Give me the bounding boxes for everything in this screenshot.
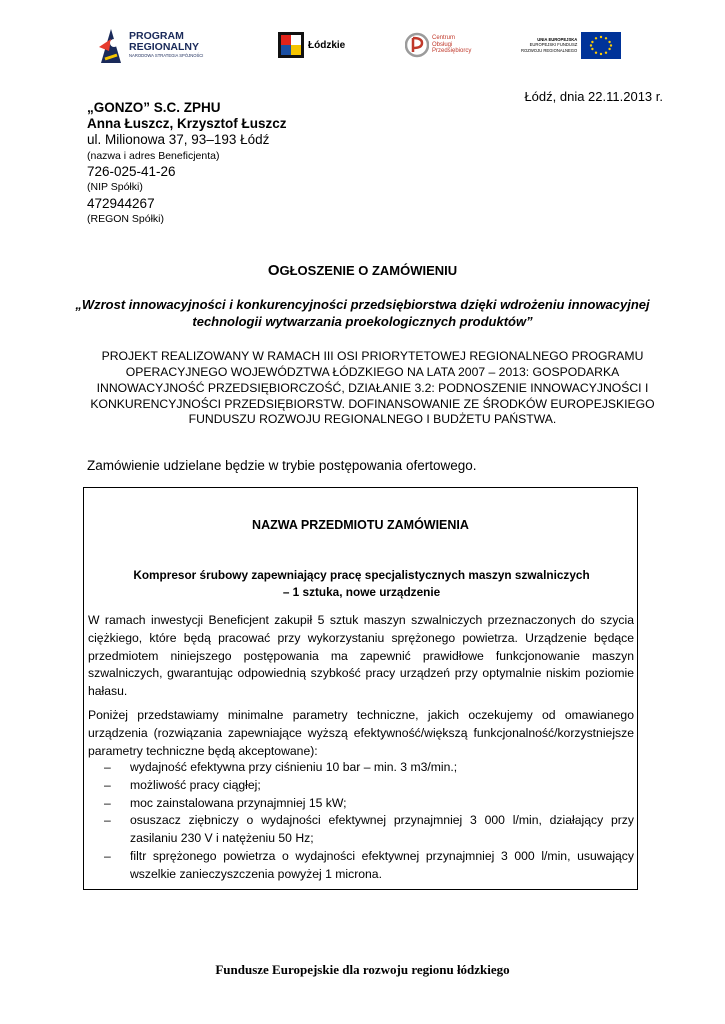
bullet-dash: – bbox=[104, 795, 111, 810]
list-item bbox=[88, 795, 634, 813]
centrum-emblem-icon bbox=[405, 30, 429, 60]
heading-first-letter: O bbox=[267, 262, 280, 279]
bullet-dash: – bbox=[104, 777, 111, 792]
list-item bbox=[88, 848, 634, 884]
bullet-dash: – bbox=[104, 849, 111, 864]
centrum-line2: Obsługi bbox=[432, 41, 453, 48]
project-info: PROJEKT REALIZOWANY W RAMACH III OSI PRIORYTETOWEJ REGIONALNEGO PROGRAMU OPERACYJNEGO WOJEWÓDZTWA ŁÓDZKIEGO NA LATA 2007 – 2013: GOSPODARKA INNOWACYJNOŚĆ PRZEDSIĘBIORCZOŚĆ, DZIAŁANIE 3.2: PODNOSZENIE INNOWACYJNOŚCI I KONKURENCYJNOŚCI PRZEDSIĘBIORSTW. DOFINANSOWANIE ZE ŚRODKÓW EUROPEJSKIEGO FUNDUSZU ROZWOJU REGIONALNEGO I BUDŻETU PAŃSTWA. bbox=[90, 349, 655, 427]
eu-logo bbox=[521, 20, 621, 70]
program-tagline: NARODOWA STRATEGIA SPÓJNOŚCI bbox=[129, 53, 204, 59]
ue-line1: UNIA EUROPEJSKA bbox=[537, 37, 578, 43]
list-item-text: wydajność efektywna przy ciśnieniu 10 bar – min. 3 m3/min.; bbox=[130, 760, 458, 774]
project-title: „Wzrost innowacyjności i konkurencyjności przedsiębiorstwa dzięki wdrożeniu innowacyjnej technologii wytwarzania proekologicznych produktów” bbox=[75, 297, 650, 329]
program-regionalny-logo bbox=[97, 20, 203, 70]
bullet-dash: – bbox=[104, 760, 111, 774]
beneficiary-regon-note: (REGON Spółki) bbox=[87, 213, 165, 226]
beneficiary-address-note: (nazwa i adres Beneficjenta) bbox=[87, 149, 220, 162]
list-item-text: możliwość pracy ciągłej; bbox=[130, 777, 261, 792]
beneficiary-address: ul. Milionowa 37, 93–193 Łódź bbox=[87, 132, 270, 148]
order-parameters-intro: Poniżej przedstawiamy minimalne parametry techniczne, jakich oczekujemy od omawianego urządzenia (rozwiązania zapewniające wyższą efektywność/większą funkcjonalność/korzystniejsze parametry techniczne będą akceptowane): bbox=[88, 708, 634, 758]
list-item-text: filtr sprężonego powietrza o wydajności efektywnej przynajmniej 3 000 l/min, usuwający wszelkie zanieczyszczenia powyżej 1 microna. bbox=[130, 849, 634, 881]
ue-line3: ROZWOJU REGIONALNEGO bbox=[521, 47, 578, 53]
list-item-text: osuszacz ziębniczy o wydajności efektywnej przynajmniej 3 000 l/min, działający przy zasilaniu 230 V i natężeniu 50 Hz; bbox=[130, 813, 634, 846]
eu-flag-icon bbox=[581, 32, 621, 59]
lodzkie-label: Łódzkie bbox=[308, 39, 346, 51]
list-item-text: moc zainstalowana przynajmniej 15 kW; bbox=[130, 795, 347, 810]
beneficiary-owners: Anna Łuszcz, Krzysztof Łuszcz bbox=[87, 116, 287, 132]
page-footer: Fundusze Europejskie dla rozwoju regionu łódzkiego bbox=[215, 962, 510, 977]
list-item bbox=[88, 777, 634, 795]
centrum-line1: Centrum bbox=[432, 34, 456, 41]
program-line2: REGIONALNY bbox=[129, 40, 200, 53]
procedure-text: Zamówienie udzielane będzie w trybie postępowania ofertowego. bbox=[87, 458, 477, 473]
parameters-list bbox=[88, 759, 634, 884]
logo-row bbox=[0, 20, 725, 75]
centrum-obslugi-logo bbox=[405, 20, 471, 70]
ue-line2: EUROPEJSKI FUNDUSZ bbox=[529, 42, 578, 48]
lodzkie-logo bbox=[278, 20, 345, 70]
beneficiary-block bbox=[87, 100, 287, 228]
beneficiary-nip-note: (NIP Spółki) bbox=[87, 181, 143, 194]
order-item-title bbox=[104, 567, 619, 601]
heading-rest: GŁOSZENIE O ZAMÓWIENIU bbox=[279, 263, 458, 278]
centrum-line3: Przedsiębiorcy bbox=[432, 48, 472, 55]
beneficiary-regon: 472944267 bbox=[87, 195, 155, 211]
beneficiary-nip: 726-025-41-26 bbox=[87, 164, 176, 180]
order-description-paragraph: W ramach inwestycji Beneficjent zakupił 5 sztuk maszyn szwalniczych przeznaczonych do szycia ciężkiego, które będą pracować przy wykorzystaniu sprężonego powietrza. Urządzenie będące przedmiotem niniejszego postępowania ma zapewnić prawidłowe funkcjonowanie maszyn szwalniczych, gwarantując odpowiednią szybkość pracy urządzeń przy optymalnie niskim poziomie hałasu. bbox=[88, 613, 634, 699]
program-line1: PROGRAM bbox=[129, 30, 184, 43]
order-subject-title: NAZWA PRZEDMIOTU ZAMÓWIENIA bbox=[252, 518, 469, 532]
order-item-line1: Kompresor śrubowy zapewniający pracę specjalistycznych maszyn szwalniczych bbox=[133, 568, 590, 582]
beneficiary-name: „GONZO” S.C. ZPHU bbox=[87, 100, 221, 115]
document-date: Łódź, dnia 22.11.2013 r. bbox=[524, 89, 663, 104]
order-subject-box bbox=[83, 487, 638, 890]
list-item bbox=[88, 812, 634, 848]
bullet-dash: – bbox=[104, 813, 111, 828]
announcement-heading bbox=[0, 262, 725, 279]
lodzkie-emblem-icon bbox=[278, 32, 304, 58]
order-item-line2: – 1 sztuka, nowe urządzenie bbox=[282, 585, 441, 600]
list-item bbox=[88, 759, 634, 777]
program-regionalny-emblem-icon bbox=[97, 25, 125, 65]
